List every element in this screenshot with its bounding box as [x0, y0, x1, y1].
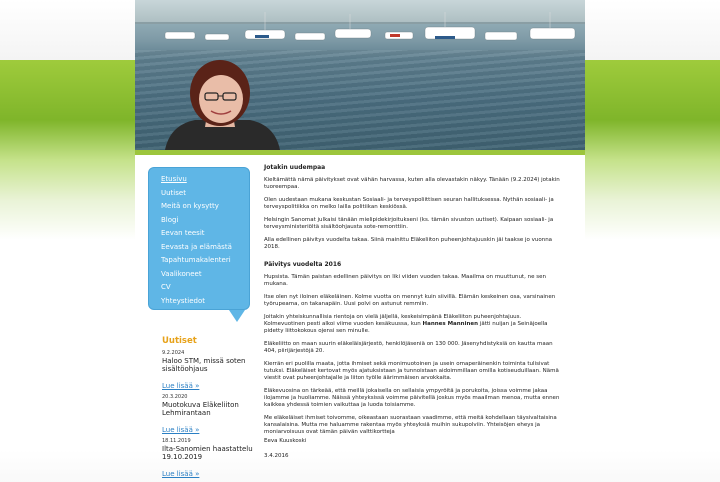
news-item	[162, 394, 262, 436]
news-date: 20.3.2020	[162, 394, 188, 400]
read-more-link[interactable]: Lue lisää »	[162, 426, 200, 434]
article-date: 3.4.2016	[264, 453, 289, 459]
nav-item-eevasta-ja-elamasta[interactable]: Eevasta ja elämästä	[161, 242, 232, 251]
portrait-image	[155, 55, 285, 150]
article-paragraph: Eläkevuosina on tärkeää, että meillä jokaisella on sellaisia ympyröitä ja porukoita, joissa voimme jakaa ilojamme ja huoliamme. Näissä yhteyksissä voimme päivitellä joskus myös maailman menoa, mutta ennen kaikkea yhdessä toimien vaikuttaa ja luoda toisiamme.	[264, 388, 560, 408]
nav-item-tapahtumakalenteri[interactable]: Tapahtumakalenteri	[161, 256, 231, 264]
text-span: jätti nuijan ja Seinäjoella pidetty liittokokous ojensi sen minulle.	[264, 321, 548, 334]
news-date: 18.11.2019	[162, 438, 191, 444]
nav-item-blogi[interactable]: Blogi	[161, 215, 179, 224]
news-sidebar	[162, 336, 262, 482]
nav-item-eevan-teesit[interactable]: Eevan teesit	[161, 229, 205, 237]
news-heading: Uutiset	[162, 336, 197, 346]
article-paragraph: Me eläkeläiset ihmiset toivomme, oikeastaan suorastaan vaadimme, että meitä kohdellaan täysivaltaisina kansalaisina. Mutta me haluamme rakentaa myös yhteyksiä muihin sukupolviin. Yhteisöjen eheys ja moniarvoisuus ovat tämän päivän valttikortteja	[264, 415, 557, 435]
news-date: 9.2.2024	[162, 350, 185, 356]
page-container	[135, 0, 585, 478]
boats-image	[135, 12, 585, 52]
news-title: Muotokuva Eläkeliiton Lehmirantaan	[162, 401, 239, 417]
main-navigation	[148, 167, 250, 310]
article-paragraph	[264, 314, 564, 335]
article-paragraph: Eläkeliitto on maan suurin eläkeläisjärjestö, henkilöjäseniä on 130 000. Jäsenyhdistyksiä on kautta maan 404, piirijärjestöjä 20.	[264, 341, 553, 354]
article-paragraph: Hupsista. Tämän paistan edellinen päivitys on liki viiden vuoden takaa. Maailma on muuttunut, ne sen mukana.	[264, 274, 546, 287]
article-paragraph: Olen uudestaan mukana keskustan Sosiaali- ja terveyspoliittisen seuran hallituksessa. Nythän sosiaali- ja terveyspolitiikka on melko lailla politiikan keskiössä.	[264, 197, 554, 210]
article-paragraph: Kierrän eri puolilla maata, jotta ihmiset sekä monimuotoinen ja usein omaperäinenkin toiminta tulisivat tutuksi. Eläkeläiset kertovat myös ajatuksistaan ja tunnoistaan aidoimmillaan omilla kotiseuduillaan. Nämä viestit ovat puheenjohtajalle ja liiton työlle äärimmäisen arvokkaita.	[264, 361, 559, 381]
signature: Eeva Kuuskoski	[264, 438, 307, 444]
read-more-link[interactable]: Lue lisää »	[162, 470, 200, 478]
article-paragraph: Alla edellinen päivitys vuodelta takaa. Siinä mainittu Eläkeliiton puheenjohtajuuskin jäi taakse jo vuonna 2018.	[264, 237, 553, 250]
article-title: Päivitys vuodelta 2016	[264, 261, 342, 268]
header-photo	[135, 0, 585, 150]
nav-item-uutiset[interactable]: Uutiset	[161, 188, 186, 197]
header-divider	[135, 150, 585, 155]
person-name: Hannes Manninen	[422, 321, 479, 327]
nav-item-vaalikoneet[interactable]: Vaalikoneet	[161, 269, 202, 278]
article-paragraph: Kieltämättä nämä päivitykset ovat vähän harvassa, kuten alla olevastakin näkyy. Tänään (9.2.2024) jotakin tuoreempaa.	[264, 177, 560, 190]
main-content	[264, 164, 564, 466]
nav-item-meita-on-kysytty[interactable]: Meitä on kysytty	[161, 202, 219, 210]
news-item	[162, 350, 262, 392]
nav-item-cv[interactable]: CV	[161, 283, 171, 291]
news-title: Haloo STM, missä soten sisältöohjaus	[162, 357, 246, 373]
nav-pointer	[229, 310, 245, 322]
article-title: Jotakin uudempaa	[264, 164, 326, 171]
article-paragraph: Itse olen nyt iloinen eläkeläinen. Kolme vuotta on mennyt kuin siivillä. Elämän keskeinen osa, varsinainen työrupeama, on takanapäin. Uusi polvi on astunut remmiin.	[264, 294, 556, 307]
read-more-link[interactable]: Lue lisää »	[162, 382, 200, 390]
text-span: Joitakin yhteiskunnallisia rientoja on vielä jäljellä, keskeisimpänä Eläkeliiton puheenjohtajuus. Kolmevuotinen pesti alkoi viime vuoden kesäkuussa, kun	[264, 314, 522, 327]
news-item	[162, 438, 262, 480]
nav-item-yhteystiedot[interactable]: Yhteystiedot	[161, 296, 206, 305]
nav-item-etusivu[interactable]: Etusivu	[161, 175, 187, 183]
article-paragraph: Helsingin Sanomat julkaisi tänään mielipidekirjoitukseni (ks. tämän sivuston uutiset). Kaipaan sosiaali- ja terveysministeriöltä sisältöohjausta sote-remonttiin.	[264, 217, 554, 230]
news-title: Ilta-Sanomien haastattelu 19.10.2019	[162, 445, 253, 461]
